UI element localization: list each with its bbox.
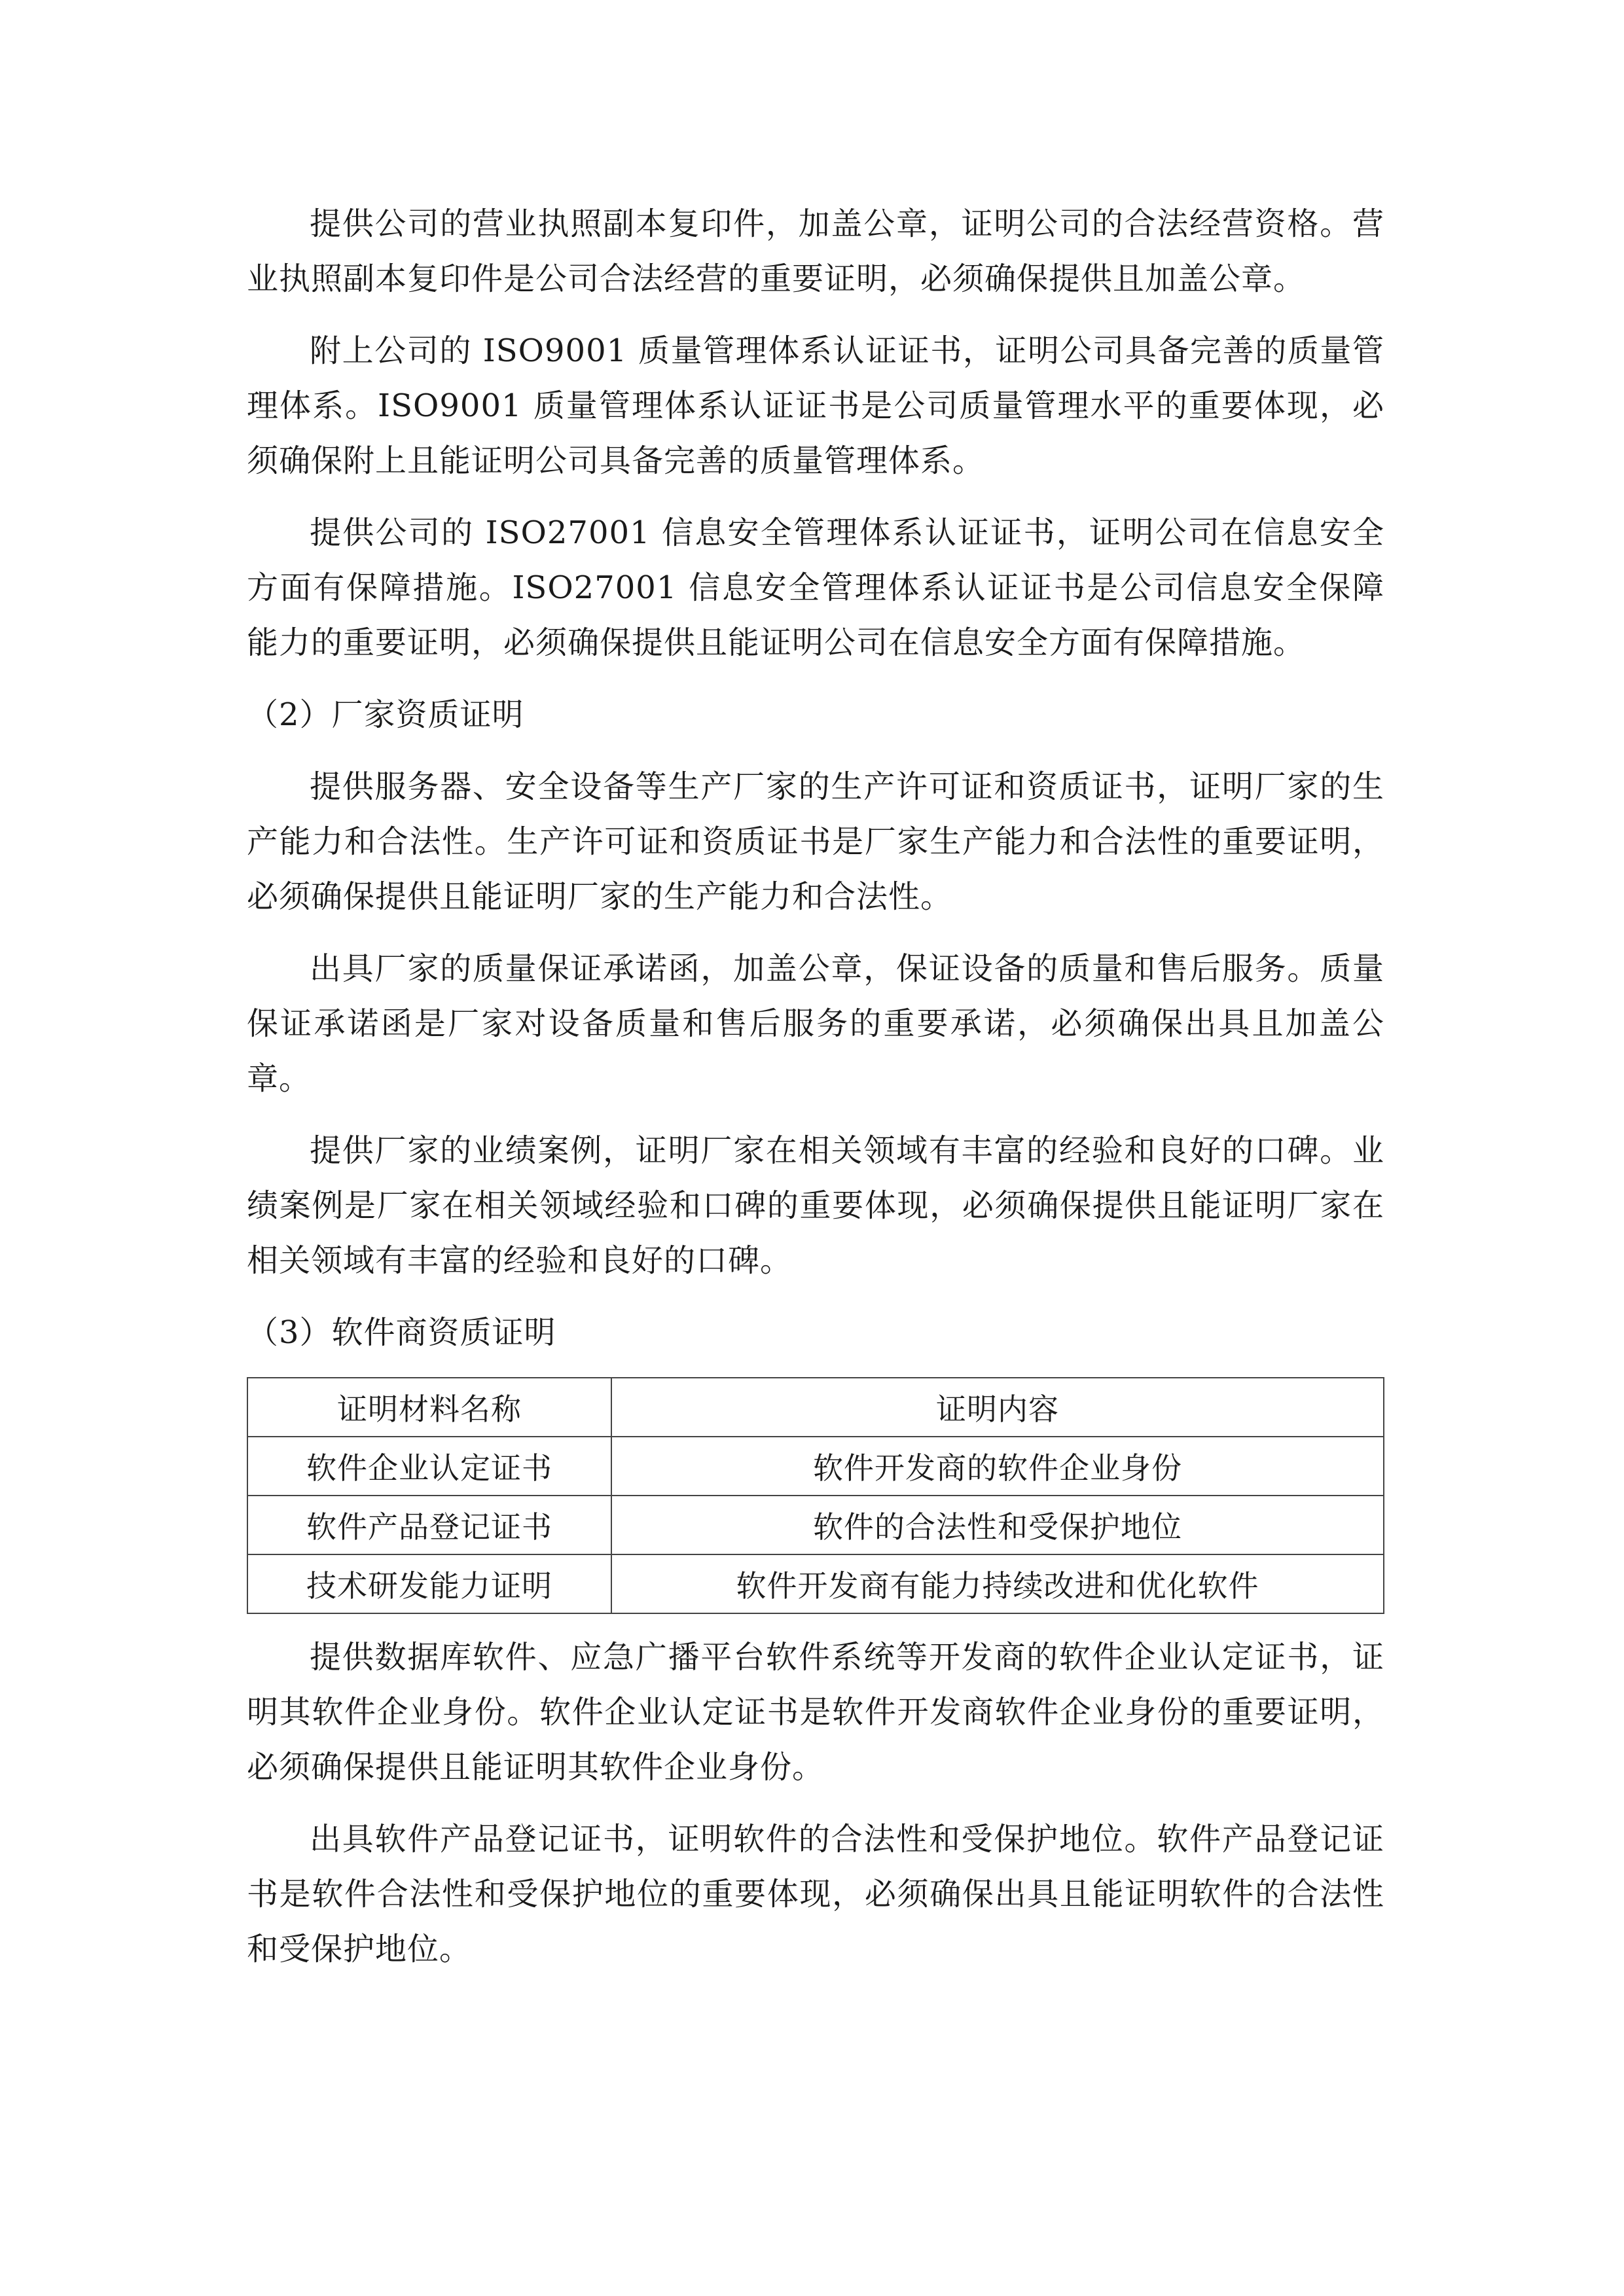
paragraph-business-license: 提供公司的营业执照副本复印件，加盖公章，证明公司的合法经营资格。营业执照副本复印件是公司合法经营的重要证明，必须确保提供且加盖公章。 <box>247 206 1384 297</box>
table-cell: 软件开发商有能力持续改进和优化软件 <box>611 1554 1384 1613</box>
table-cell: 软件产品登记证书 <box>247 1496 611 1554</box>
paragraph-iso27001: 提供公司的 ISO27001 信息安全管理体系认证证书，证明公司在信息安全方面有保障措施。ISO27001 信息安全管理体系认证证书是公司信息安全保障能力的重要证明，必须确保提供且能证明公司在信息安全方面有保障措施。 <box>247 514 1384 661</box>
table-header-cell: 证明材料名称 <box>247 1378 611 1437</box>
table-row <box>247 1437 1384 1496</box>
table-header-row <box>247 1378 1384 1437</box>
table-header-cell: 证明内容 <box>611 1378 1384 1437</box>
paragraph-software-enterprise: 提供数据库软件、应急广播平台软件系统等开发商的软件企业认定证书，证明其软件企业身份。软件企业认定证书是软件开发商软件企业身份的重要证明，必须确保提供且能证明其软件企业身份。 <box>247 1639 1384 1785</box>
paragraph-performance-cases: 提供厂家的业绩案例，证明厂家在相关领域有丰富的经验和良好的口碑。业绩案例是厂家在相关领域经验和口碑的重要体现，必须确保提供且能证明厂家在相关领域有丰富的经验和良好的口碑。 <box>247 1132 1384 1279</box>
paragraph-software-registration: 出具软件产品登记证书，证明软件的合法性和受保护地位。软件产品登记证书是软件合法性和受保护地位的重要体现，必须确保出具且能证明软件的合法性和受保护地位。 <box>247 1821 1384 1967</box>
paragraph-manufacturer-license: 提供服务器、安全设备等生产厂家的生产许可证和资质证书，证明厂家的生产能力和合法性。生产许可证和资质证书是厂家生产能力和合法性的重要证明，必须确保提供且能证明厂家的生产能力和合法性。 <box>247 768 1384 915</box>
paragraph-quality-guarantee: 出具厂家的质量保证承诺函，加盖公章，保证设备的质量和售后服务。质量保证承诺函是厂家对设备质量和售后服务的重要承诺，必须确保出具且加盖公章。 <box>247 950 1384 1097</box>
table-row <box>247 1496 1384 1554</box>
certification-table <box>247 1377 1384 1614</box>
section-heading-software-vendor: （3）软件商资质证明 <box>247 1314 556 1351</box>
section-heading-manufacturer: （2）厂家资质证明 <box>247 696 524 733</box>
document-body <box>247 196 1384 1994</box>
table-cell: 软件企业认定证书 <box>247 1437 611 1496</box>
table-cell: 软件开发商的软件企业身份 <box>611 1437 1384 1496</box>
table-cell: 软件的合法性和受保护地位 <box>611 1496 1384 1554</box>
paragraph-iso9001: 附上公司的 ISO9001 质量管理体系认证证书，证明公司具备完善的质量管理体系。ISO9001 质量管理体系认证证书是公司质量管理水平的重要体现，必须确保附上且能证明公司具备完善的质量管理体系。 <box>247 332 1384 479</box>
table-row <box>247 1554 1384 1613</box>
table-cell: 技术研发能力证明 <box>247 1554 611 1613</box>
